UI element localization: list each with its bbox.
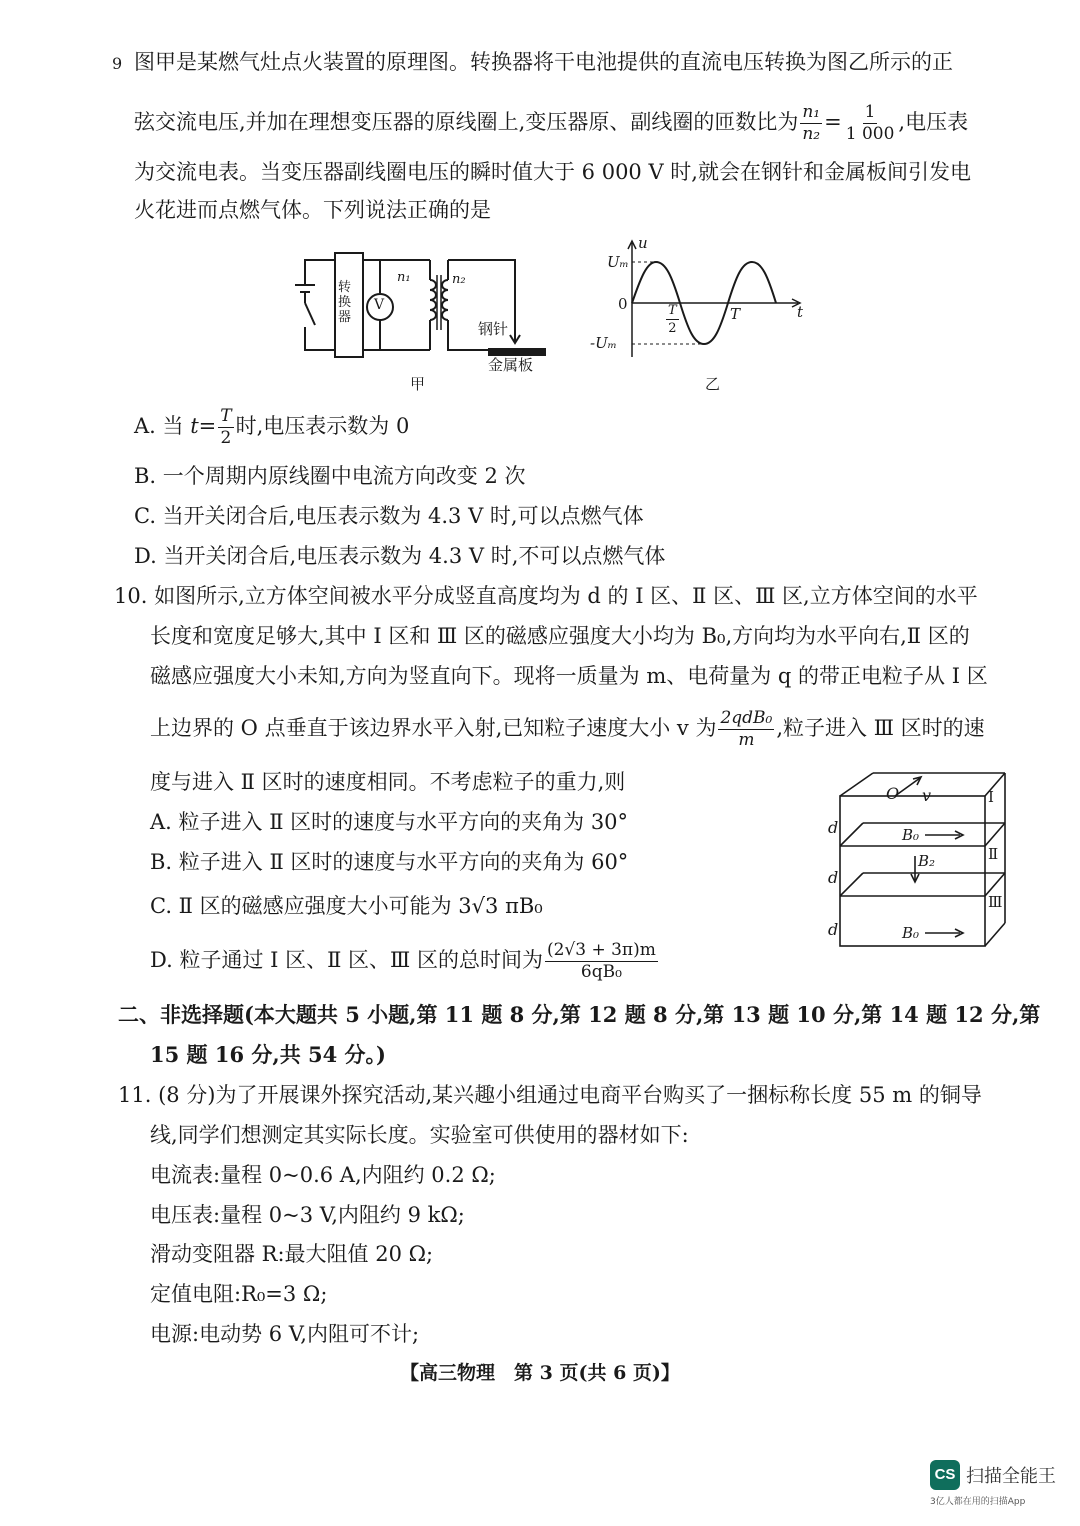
q9-line1: 图甲是某燃气灶点火装置的原理图。转换器将干电池提供的直流电压转换为图乙所示的正 xyxy=(134,50,953,74)
q9-line4: 火花进而点燃气体。下列说法正确的是 xyxy=(134,198,491,222)
q11-item-power-supply: 电源:电动势 6 V,内阻可不计; xyxy=(150,1322,420,1346)
q11-item-resistor: 定值电阻:R₀=3 Ω; xyxy=(150,1282,328,1306)
cube-d-2: d xyxy=(828,868,839,887)
plate-label: 金属板 xyxy=(488,356,534,374)
q9-line2: 弦交流电压,并加在理想变压器的原线圈上,变压器原、副线圈的匝数比为 $\frac{\text{n₁}}{\text{n₂}}$ = $\frac{1}{1 000}$ ,电压表 xyxy=(134,102,969,144)
cube-region-1: Ⅰ xyxy=(988,788,994,806)
q11-item-ammeter: 电流表:量程 0~0.6 A,内阻约 0.2 Ω; xyxy=(150,1163,496,1187)
q10-line2: 长度和宽度足够大,其中 Ⅰ 区和 Ⅲ 区的磁感应强度大小均为 B₀,方向均为水平向右,Ⅱ 区的 xyxy=(150,624,970,648)
section2-heading-line2: 15 题 16 分,共 54 分。) xyxy=(150,1042,386,1067)
q10-option-b: B. 粒子进入 Ⅱ 区时的速度与水平方向的夹角为 60° xyxy=(150,850,629,874)
turns-ratio-value: $\frac{1}{1 000}$ xyxy=(845,102,895,144)
q11-line2: 线,同学们想测定其实际长度。实验室可供使用的器材如下: xyxy=(150,1123,689,1147)
neg-um-label: -Uₘ xyxy=(590,334,617,352)
q9-option-b: B. 一个周期内原线圈中电流方向改变 2 次 xyxy=(134,464,526,488)
q10-line1: 10. 如图所示,立方体空间被水平分成竖直高度均为 d 的 Ⅰ 区、Ⅱ 区、Ⅲ 区,立方体空间的水平 xyxy=(114,584,978,608)
q10-line4: 上边界的 O 点垂直于该边界水平入射,已知粒子速度大小 v 为 $\frac{\text{2qdB₀}}{m}$ ,粒子进入 Ⅲ 区时的速 xyxy=(150,708,985,750)
n2-label: n₂ xyxy=(452,272,466,287)
origin-label: 0 xyxy=(618,295,628,313)
figure-jia-caption: 甲 xyxy=(410,375,426,393)
cube-b0-top: B₀ xyxy=(902,826,920,844)
q10-line3: 磁感应强度大小未知,方向为竖直向下。现将一质量为 m、电荷量为 q 的带正电粒子从 Ⅰ 区 xyxy=(150,664,988,688)
u-axis-label: u xyxy=(638,234,648,252)
q9-option-a: A. 当 t= $\frac{T}{2}$ 时,电压表示数为 0 xyxy=(134,406,410,448)
q9-option-c: C. 当开关闭合后,电压表示数为 4.3 V 时,可以点燃气体 xyxy=(134,504,644,528)
q11-line1: 11. (8 分)为了开展课外探究活动,某兴趣小组通过电商平台购买了一捆标称长度 55 m 的铜导 xyxy=(118,1083,982,1107)
q11-item-rheostat: 滑动变阻器 R:最大阻值 20 Ω; xyxy=(150,1242,434,1266)
voltage-sine-graph xyxy=(610,235,810,365)
converter-label: 转换器 xyxy=(338,280,352,325)
cube-velocity-v: v xyxy=(922,786,932,805)
page-footer: 【高三物理 第 3 页(共 6 页)】 xyxy=(400,1362,680,1384)
camscanner-logo: CS xyxy=(930,1460,960,1490)
voltmeter-label: V xyxy=(374,297,385,313)
cube-b2: B₂ xyxy=(918,852,936,870)
q10-option-c: C. Ⅱ 区的磁感应强度大小可能为 3√3 πB₀ xyxy=(150,894,543,918)
q11-item-voltmeter: 电压表:量程 0~3 V,内阻约 9 kΩ; xyxy=(150,1203,465,1227)
cube-point-o: O xyxy=(886,784,900,803)
section2-heading-line1: 二、非选择题(本大题共 5 小题,第 11 题 8 分,第 12 题 8 分,第 13 题 10 分,第 14 题 12 分,第 xyxy=(118,1002,1041,1027)
um-label: Uₘ xyxy=(607,253,629,271)
q9-option-d: D. 当开关闭合后,电压表示数为 4.3 V 时,不可以点燃气体 xyxy=(134,544,666,568)
camscanner-tagline: 3亿人都在用的扫描App xyxy=(930,1497,1026,1507)
q9-number-mark: 9 xyxy=(112,54,123,73)
cube-region-3: Ⅲ xyxy=(988,893,1003,911)
turns-ratio-fraction: $\frac{\text{n₁}}{\text{n₂}}$ xyxy=(802,102,821,144)
t-half-label: $\frac{T}{2}$ xyxy=(668,303,677,336)
q10-option-a: A. 粒子进入 Ⅱ 区时的速度与水平方向的夹角为 30° xyxy=(150,810,629,834)
figure-yi-caption: 乙 xyxy=(705,375,721,393)
q10-option-d: D. 粒子通过 Ⅰ 区、Ⅱ 区、Ⅲ 区的总时间为 $\frac{(2√3 + 3\pi)m}{\text{6qB₀}}$ xyxy=(150,940,656,982)
camscanner-name: 扫描全能王 xyxy=(966,1466,1056,1487)
t-axis-label: t xyxy=(797,303,804,321)
q10-line5: 度与进入 Ⅱ 区时的速度相同。不考虑粒子的重力,则 xyxy=(150,770,626,794)
needle-label: 钢针 xyxy=(478,320,509,338)
q9-line3: 为交流电表。当变压器副线圈电压的瞬时值大于 6 000 V 时,就会在钢针和金属板间引发电 xyxy=(134,160,971,184)
cube-d-1: d xyxy=(828,818,839,837)
n1-label: n₁ xyxy=(397,270,411,285)
cube-d-3: d xyxy=(828,920,839,939)
cube-region-2: Ⅱ xyxy=(988,845,999,863)
cube-b0-bottom: B₀ xyxy=(902,924,920,942)
t-full-label: T xyxy=(730,305,741,323)
